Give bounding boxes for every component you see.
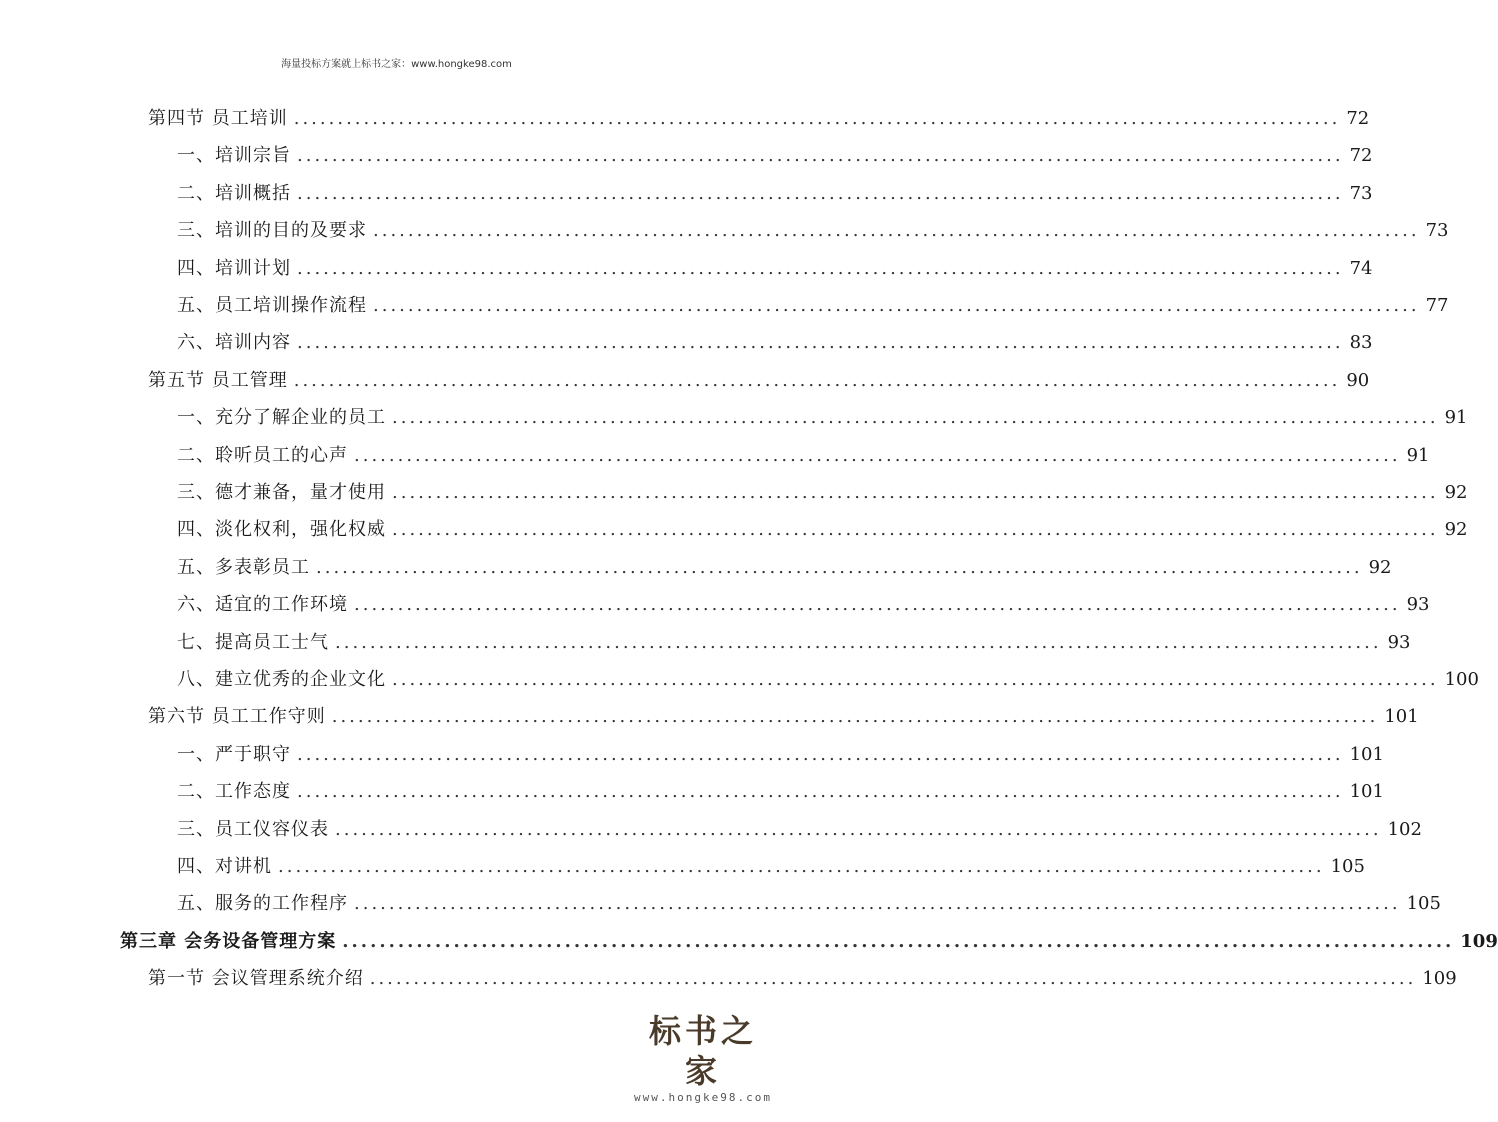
toc-entry-label: 一、充分了解企业的员工 [177, 407, 386, 428]
toc-leader-dots: ........................................................................................................................ [297, 145, 1344, 166]
toc-entry [148, 363, 1370, 399]
toc-entry-label: 第五节 员工管理 [148, 370, 288, 391]
toc-page-number: 100 [1444, 669, 1479, 690]
toc-leader-dots: ........................................................................................................................ [297, 781, 1344, 802]
toc-page-number: 83 [1349, 332, 1373, 353]
toc-entry [177, 213, 1449, 249]
toc-leader-dots: ........................................................................................................................ [278, 856, 1325, 877]
toc-leader-dots: ........................................................................................................................ [335, 632, 1382, 653]
toc-page-number: 77 [1425, 295, 1449, 316]
toc-entry [177, 625, 1411, 661]
toc-entry [148, 961, 1457, 997]
toc-leader-dots: ........................................................................................................................ [369, 968, 1417, 989]
toc-page-number: 73 [1349, 183, 1373, 204]
toc-entry-label: 四、对讲机 [177, 856, 272, 877]
toc-entry-label: 一、培训宗旨 [177, 145, 291, 166]
toc-entry-label: 二、工作态度 [177, 781, 291, 802]
toc-leader-dots: ........................................................................................................................ [392, 482, 1439, 503]
toc-page-number: 72 [1346, 108, 1370, 129]
toc-entry-label: 一、严于职守 [177, 744, 291, 765]
toc-entry [148, 101, 1370, 137]
toc-page-number: 92 [1444, 482, 1468, 503]
toc-page-number: 109 [1422, 968, 1457, 989]
toc-leader-dots: ........................................................................................................................ [331, 706, 1379, 727]
toc-leader-dots: ........................................................................................................................ [354, 445, 1401, 466]
toc-leader-dots: ........................................................................................................................ [293, 370, 1341, 391]
toc-entry [177, 138, 1373, 174]
toc-entry [177, 438, 1430, 474]
toc-entry-label: 五、多表彰员工 [177, 557, 310, 578]
toc-page-number: 101 [1349, 781, 1384, 802]
toc-leader-dots: ........................................................................................................................ [392, 519, 1439, 540]
toc-entry [177, 737, 1384, 773]
toc-page-number: 102 [1387, 819, 1422, 840]
toc-entry [177, 662, 1479, 698]
toc-entry-label: 第六节 员工工作守则 [148, 706, 326, 727]
toc-entry-label: 第一节 会议管理系统介绍 [148, 968, 364, 989]
toc-leader-dots: ........................................................................................................................ [392, 669, 1439, 690]
toc-leader-dots: ........................................................................................................................ [316, 557, 1363, 578]
toc-leader-dots: ........................................................................................................................ [293, 108, 1341, 129]
toc-page-number: 93 [1387, 632, 1411, 653]
toc-entry [177, 886, 1441, 922]
toc-entry-label: 第三章 会务设备管理方案 [120, 931, 337, 952]
toc-leader-dots: ........................................................................................................................ [373, 220, 1420, 241]
toc-page-number: 74 [1349, 258, 1373, 279]
toc-entry-label: 六、适宜的工作环境 [177, 594, 348, 615]
toc-entry [177, 774, 1384, 810]
toc-entry-label: 三、培训的目的及要求 [177, 220, 367, 241]
toc-leader-dots: ........................................................................................................................ [335, 819, 1382, 840]
toc-page-number: 101 [1349, 744, 1384, 765]
toc-entry-label: 八、建立优秀的企业文化 [177, 669, 386, 690]
toc-entry [177, 400, 1468, 436]
toc-entry-label: 六、培训内容 [177, 332, 291, 353]
toc-page-number: 72 [1349, 145, 1373, 166]
toc-entry [177, 550, 1392, 586]
toc-page-number: 105 [1330, 856, 1365, 877]
toc-page-number: 73 [1425, 220, 1449, 241]
toc-entry-label: 四、培训计划 [177, 258, 291, 279]
toc-page-number: 109 [1460, 931, 1498, 952]
toc-entry-label: 七、提高员工士气 [177, 632, 329, 653]
toc-entry [120, 924, 1498, 960]
toc-entry [177, 849, 1365, 885]
toc-leader-dots: ........................................................................................................................ [392, 407, 1439, 428]
toc-leader-dots: ........................................................................................................................ [297, 744, 1344, 765]
toc-entry-label: 二、聆听员工的心声 [177, 445, 348, 466]
toc-page-number: 91 [1444, 407, 1468, 428]
toc-entry [177, 325, 1373, 361]
logo-title: 标书之家 [648, 1012, 757, 1090]
toc-entry-label: 第四节 员工培训 [148, 108, 288, 129]
page-header: 海量投标方案就上标书之家：www.hongke98.com [281, 59, 512, 70]
toc-page-number: 90 [1346, 370, 1370, 391]
toc-entry [177, 475, 1468, 511]
toc-entry-label: 五、服务的工作程序 [177, 893, 348, 914]
toc-entry [177, 251, 1373, 287]
toc-entry [177, 176, 1373, 212]
toc-entry-label: 二、培训概括 [177, 183, 291, 204]
toc-entry [177, 288, 1449, 324]
toc-leader-dots: ........................................................................................................................ [297, 258, 1344, 279]
toc-leader-dots: ........................................................................................................................ [297, 183, 1344, 204]
toc-page-number: 101 [1384, 706, 1419, 727]
toc-page-number: 105 [1406, 893, 1441, 914]
toc-entry-label: 三、员工仪容仪表 [177, 819, 329, 840]
toc-entry [177, 812, 1422, 848]
toc-entry-label: 四、淡化权利，强化权威 [177, 519, 386, 540]
toc-page-number: 91 [1406, 445, 1430, 466]
toc-leader-dots: ........................................................................................................................ [354, 893, 1401, 914]
logo-url: www.hongke98.com [634, 1091, 772, 1104]
toc-page-number: 92 [1368, 557, 1392, 578]
toc-entry [177, 512, 1468, 548]
toc-entry [148, 699, 1419, 735]
toc-leader-dots: ........................................................................................................................ [373, 295, 1420, 316]
brand-logo [633, 1011, 773, 1104]
toc-entry-label: 三、德才兼备，量才使用 [177, 482, 386, 503]
toc-page-number: 92 [1444, 519, 1468, 540]
toc-entry-label: 五、员工培训操作流程 [177, 295, 367, 316]
toc-leader-dots: ........................................................................................................................ [342, 931, 1455, 952]
toc-leader-dots: ........................................................................................................................ [297, 332, 1344, 353]
toc-leader-dots: ........................................................................................................................ [354, 594, 1401, 615]
toc-page-number: 93 [1406, 594, 1430, 615]
toc-entry [177, 587, 1430, 623]
